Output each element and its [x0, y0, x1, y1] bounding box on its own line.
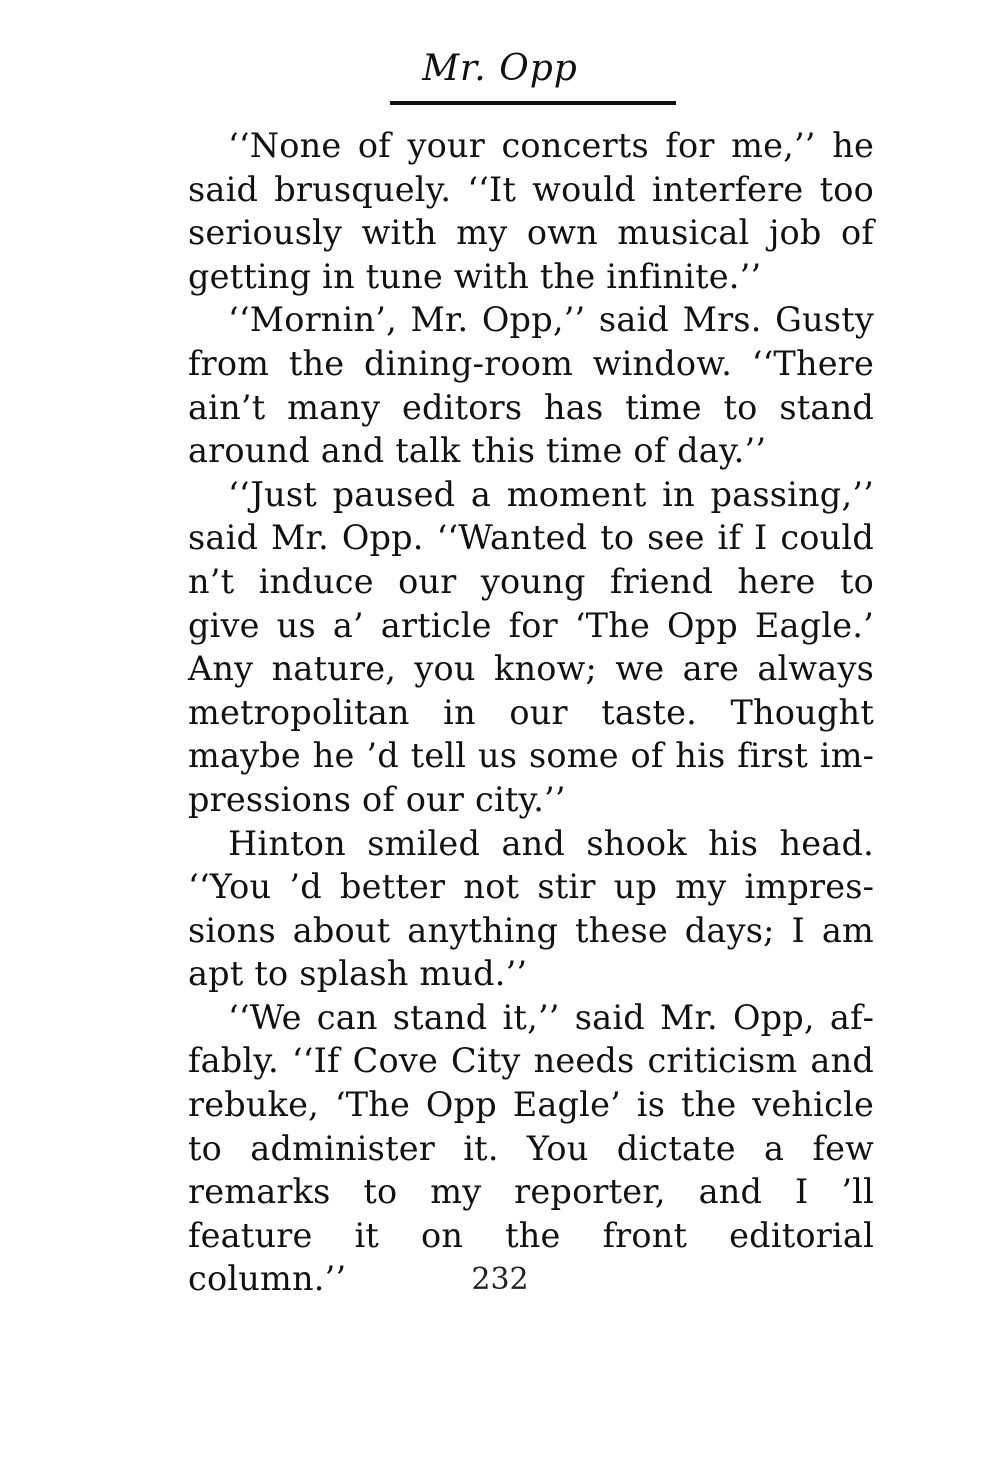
paragraph: ‘‘None of your concerts for me,’’ he said brusquely. ‘‘It would interfere too seriously with my own musical job of getting in tune with the infinite.’’	[188, 126, 874, 296]
running-header: Mr. Opp	[422, 48, 578, 89]
paragraph: ‘‘We can stand it,’’ said Mr. Opp, affably. ‘‘If Cove City needs criticism and rebuke, ‘The Opp Eagle’ is the vehicle to administer it. You dictate a few remarks to my reporter, and I ’ll feature it on the front editorial column.’’	[188, 997, 874, 1299]
paragraph: ‘‘Mornin’, Mr. Opp,’’ said Mrs. Gusty from the dining-room window. ‘‘There ain’t many editors has time to stand around and talk this time of day.’’	[188, 300, 874, 471]
body-text	[188, 124, 874, 1301]
paragraph: Hinton smiled and shook his head. ‘‘You ’d better not stir up my impressions about anything these days; I am apt to splash mud.’’	[188, 823, 874, 994]
paragraph: ‘‘Just paused a moment in passing,’’ said Mr. Opp. ‘‘Wanted to see if I could n’t induce our young friend here to give us a’ article for ‘The Opp Eagle.’ Any nature, you know; we are always metropolitan in our taste. Thought maybe he ’d tell us some of his first impressions of our city.’’	[188, 474, 874, 819]
header-rule	[390, 101, 676, 105]
page-number: 232	[471, 1262, 529, 1297]
